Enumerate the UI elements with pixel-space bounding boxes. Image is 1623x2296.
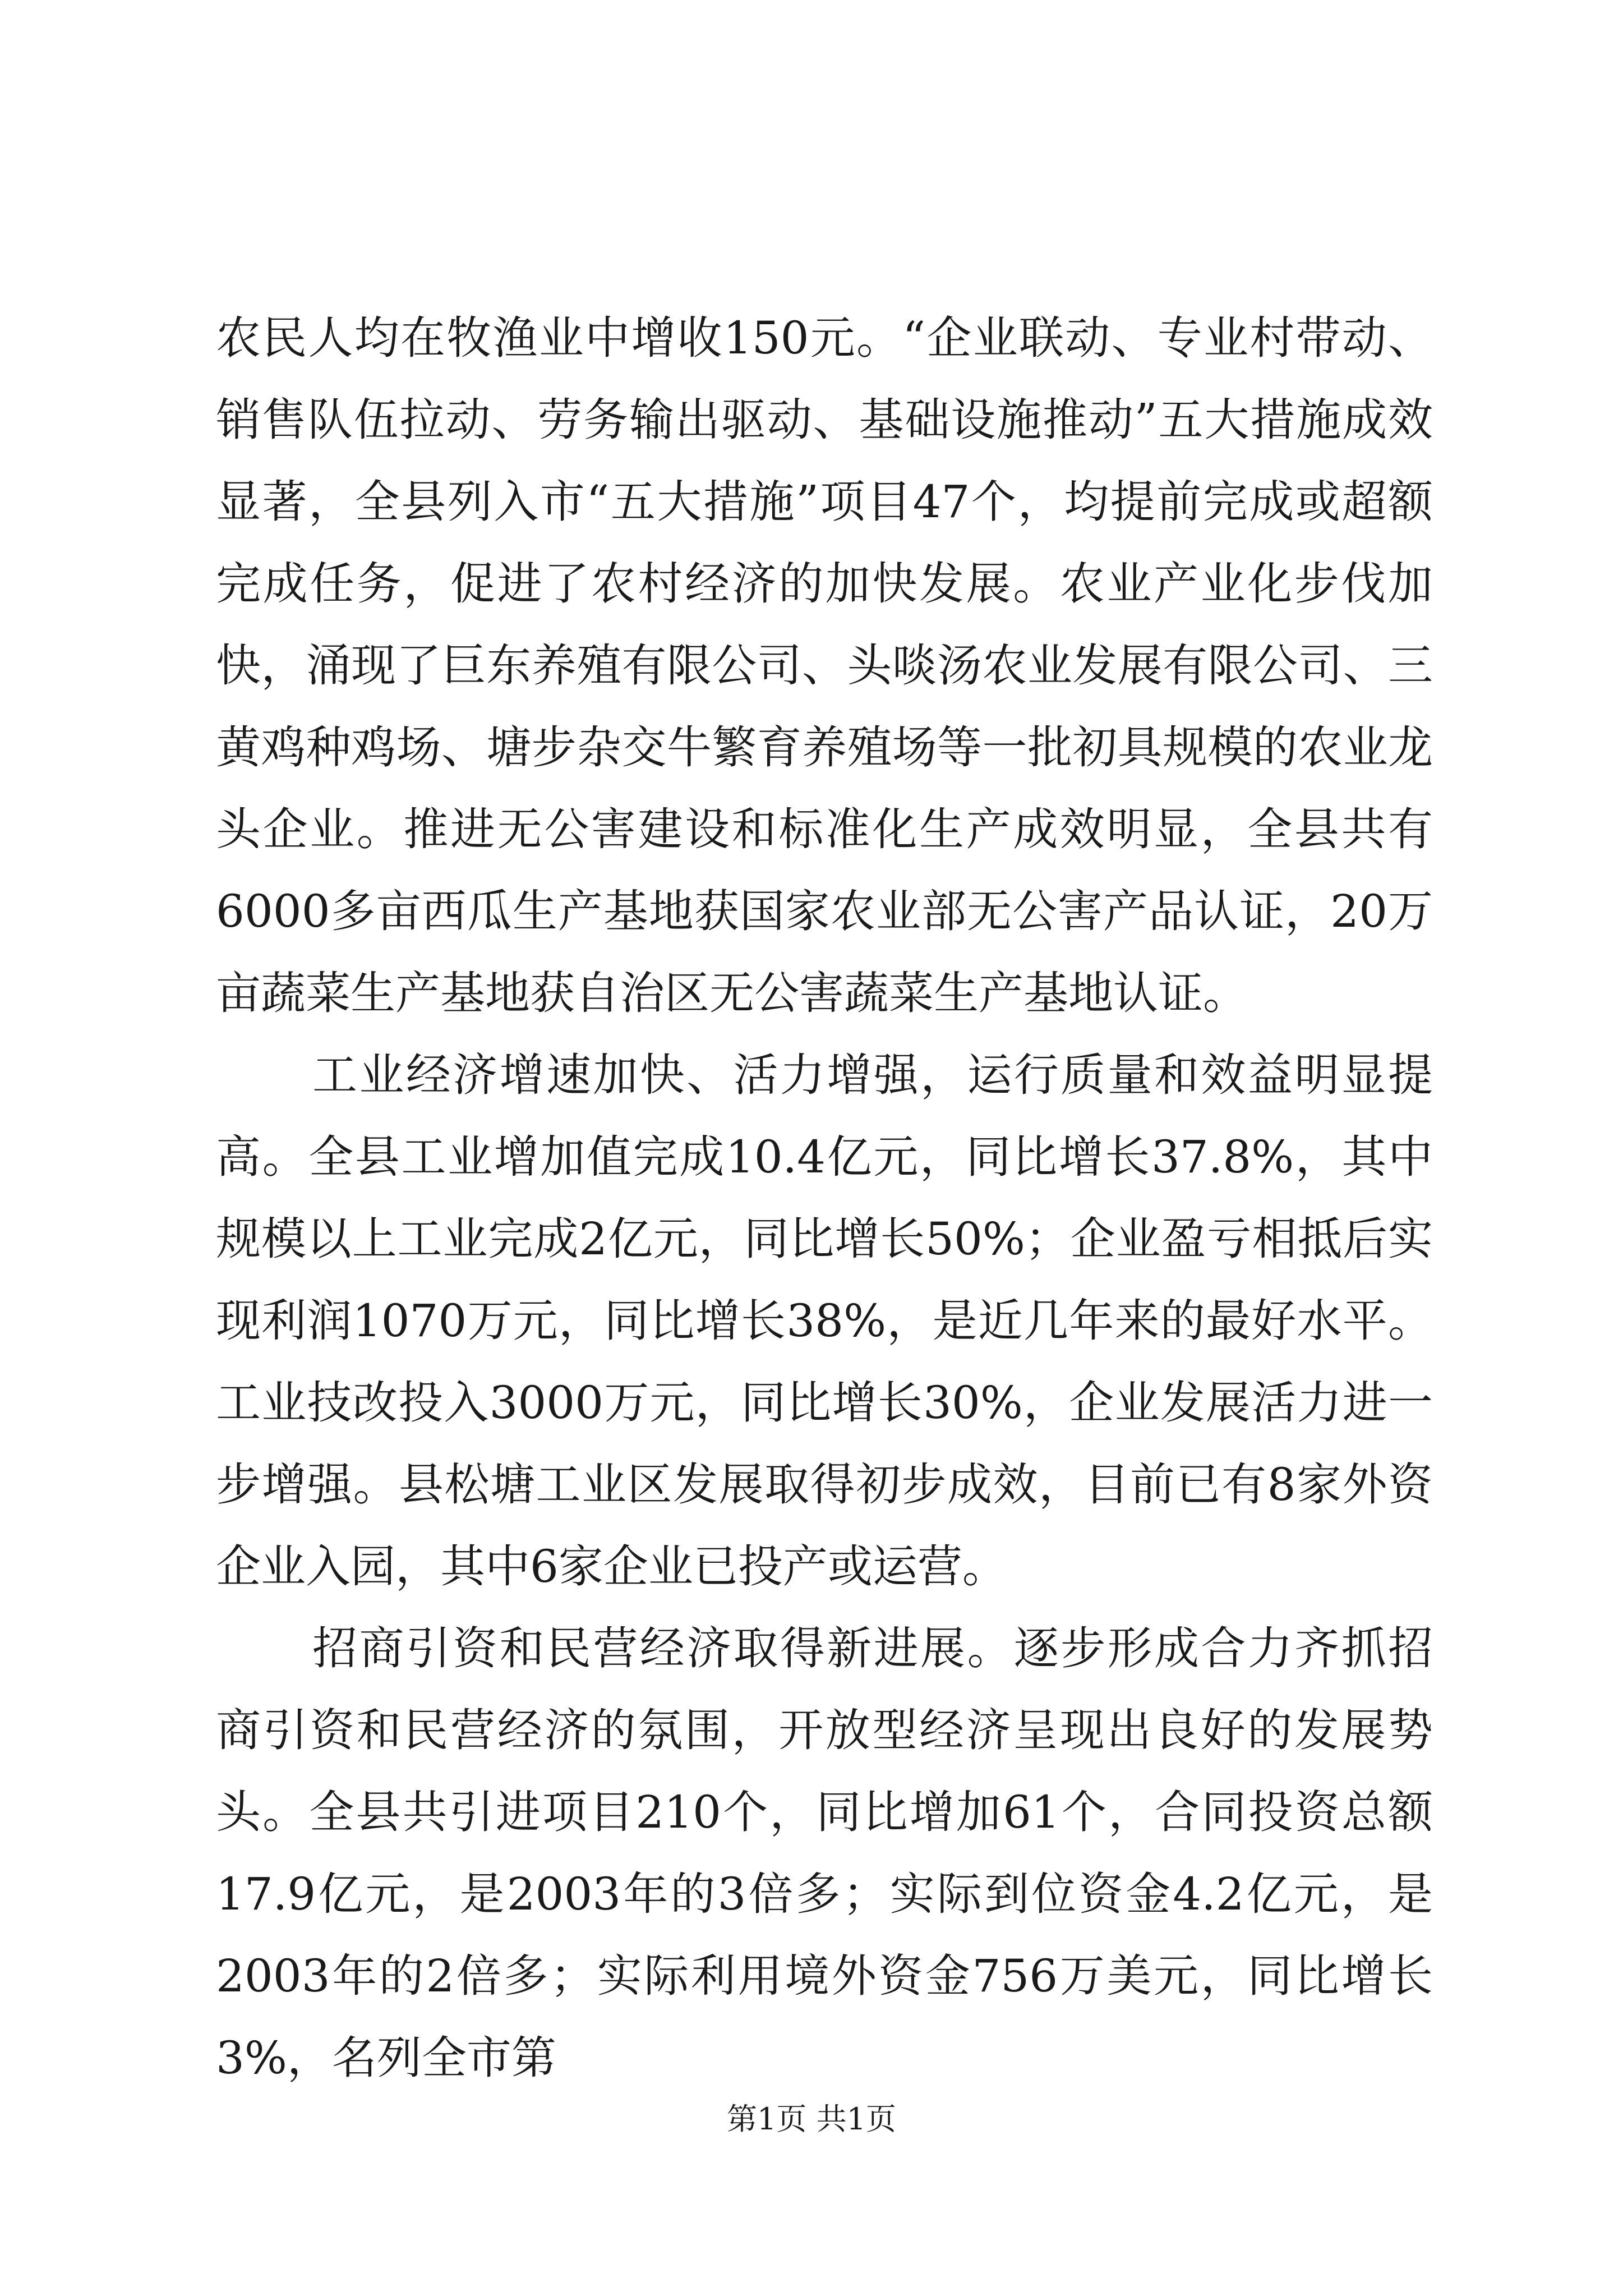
paragraph-investment: 招商引资和民营经济取得新进展。逐步形成合力齐抓招商引资和民营经济的氛围，开放型经济呈现出良好的发展势头。全县共引进项目210个，同比增加61个，合同投资总额17.9亿元，是2003年的3倍多；实际到位资金4.2亿元，是2003年的2倍多；实际利用境外资金756万美元，同比增长3%，名列全市第 — [216, 1622, 1433, 2084]
document-body — [216, 297, 1433, 2099]
page-footer: 第1页 共1页 — [727, 2101, 896, 2137]
paragraph-agriculture: 农民人均在牧渔业中增收150元。“企业联动、专业村带动、销售队伍拉动、劳务输出驱动、基础设施推动”五大措施成效显著，全县列入市“五大措施”项目47个，均提前完成或超额完成任务，促进了农村经济的加快发展。农业产业化步伐加快，涌现了巨东养殖有限公司、头啖汤农业发展有限公司、三黄鸡种鸡场、塘步杂交牛繁育养殖场等一批初具规模的农业龙头企业。推进无公害建设和标准化生产成效明显，全县共有6000多亩西瓜生产基地获国家农业部无公害产品认证，20万亩蔬菜生产基地获自治区无公害蔬菜生产基地认证。 — [216, 312, 1433, 1019]
paragraph-industry: 工业经济增速加快、活力增强，运行质量和效益明显提高。全县工业增加值完成10.4亿元，同比增长37.8%，其中规模以上工业完成2亿元，同比增长50%；企业盈亏相抵后实现利润1070万元，同比增长38%，是近几年来的最好水平。工业技改投入3000万元，同比增长30%，企业发展活力进一步增强。县松塘工业区发展取得初步成效，目前已有8家外资企业入园，其中6家企业已投产或运营。 — [216, 1049, 1433, 1593]
